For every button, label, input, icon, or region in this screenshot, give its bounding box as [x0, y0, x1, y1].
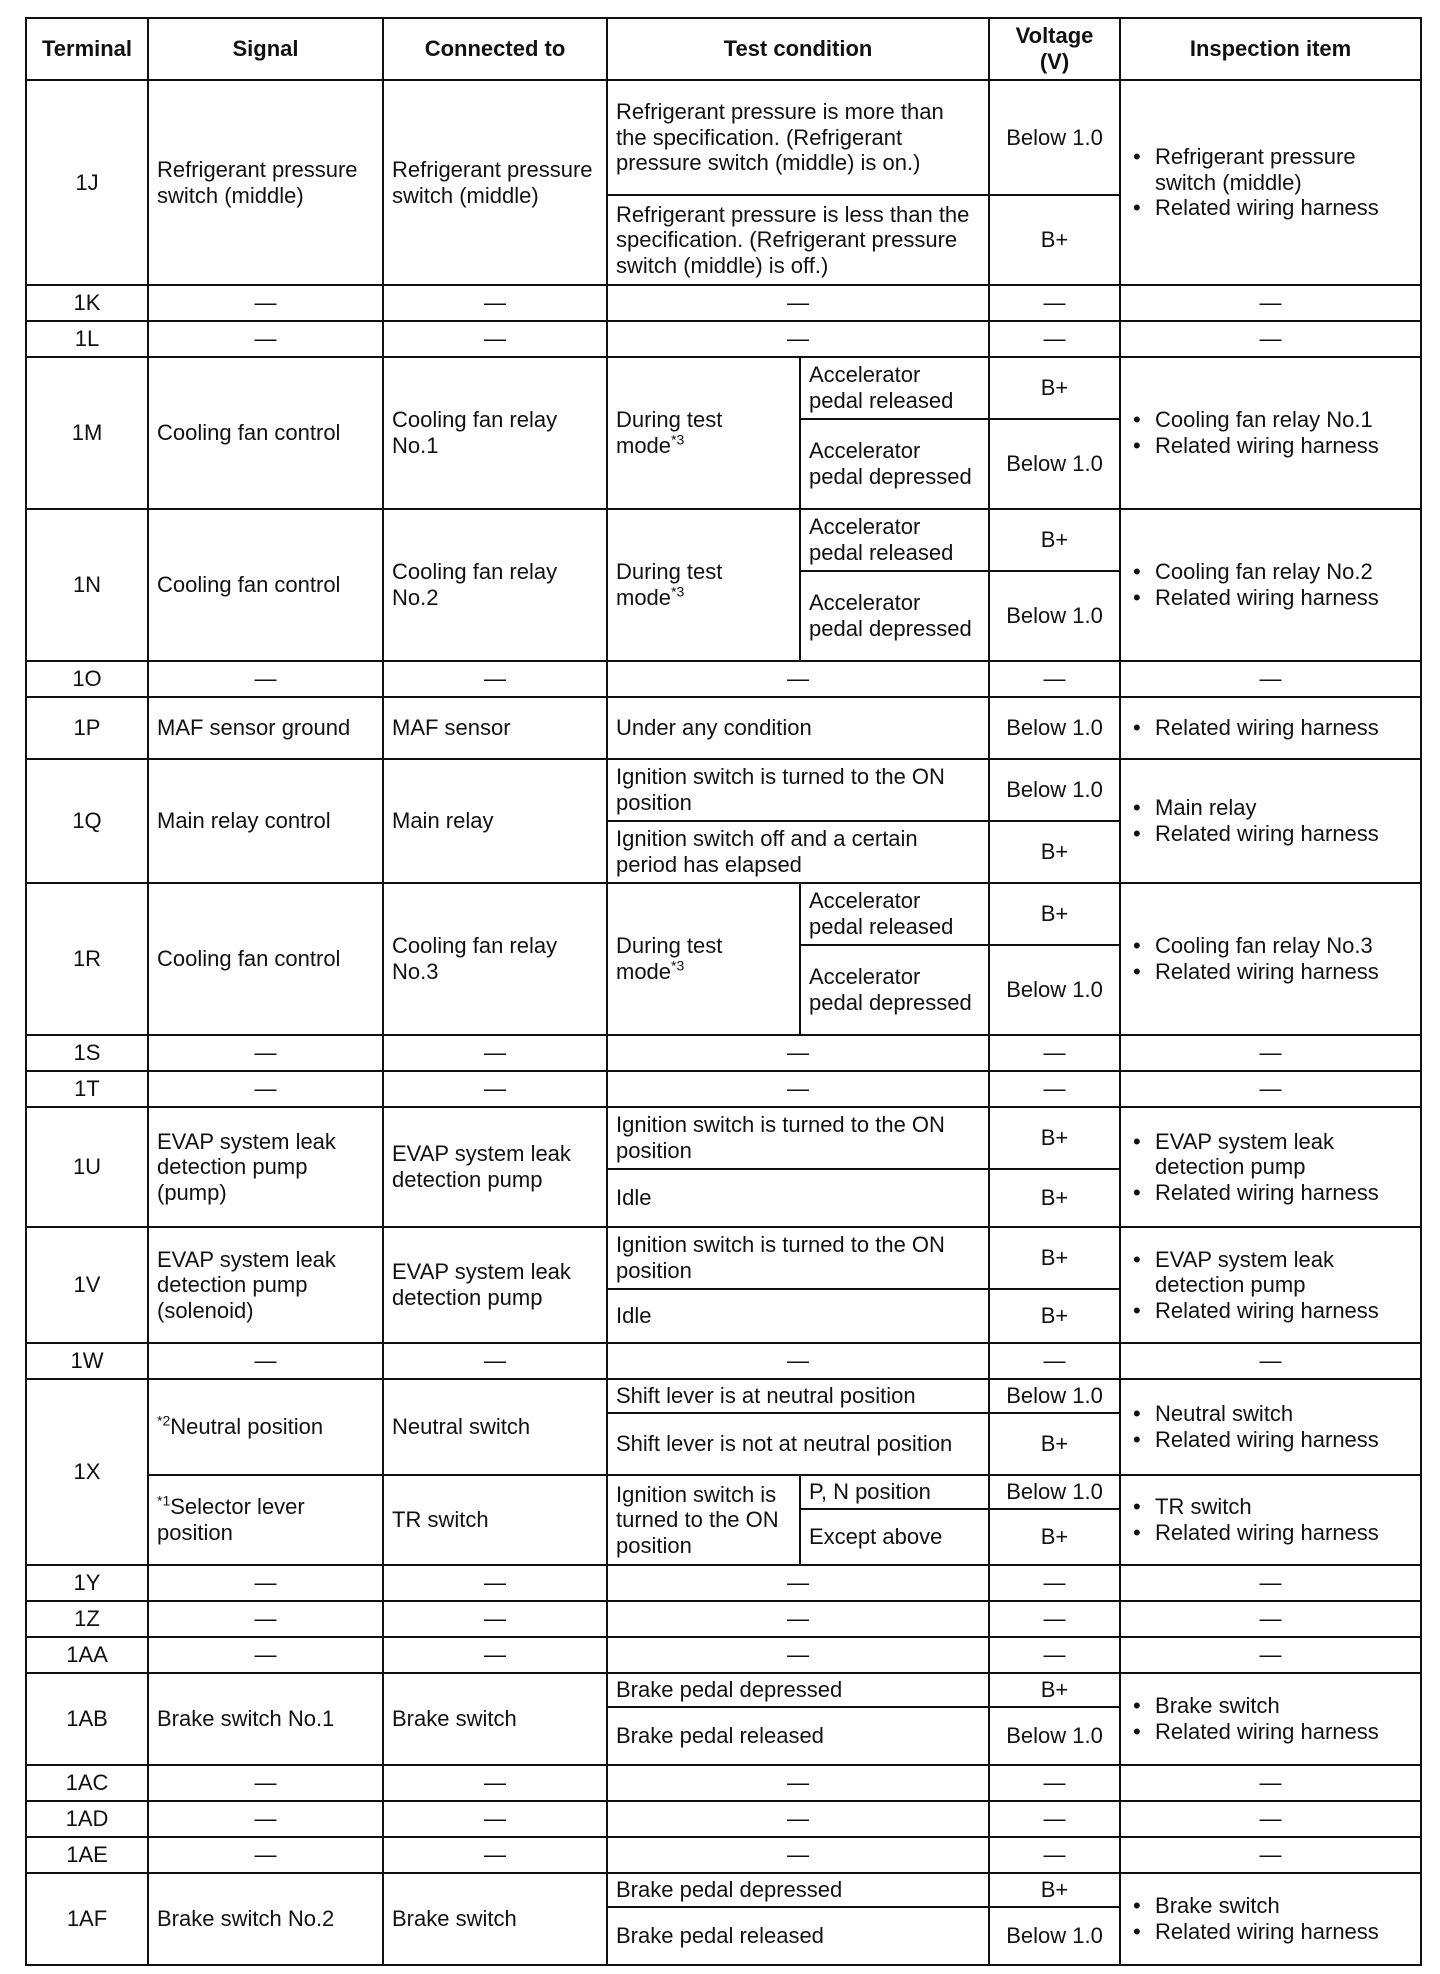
inspection-item: • Related wiring harness: [1155, 1298, 1412, 1324]
condition-cell: Brake pedal released: [607, 1907, 989, 1965]
inspection-item: • EVAP system leak detection pump: [1155, 1247, 1412, 1298]
inspection-cell: [1120, 509, 1421, 661]
signal-cell: —: [148, 661, 383, 697]
voltage-cell: B+: [989, 1227, 1120, 1289]
inspection-cell: [1120, 1673, 1421, 1765]
voltage-cell: B+: [989, 1169, 1120, 1227]
condition-cell: [607, 883, 800, 1035]
condition-cell: Ignition switch is turned to the ON position: [607, 759, 989, 821]
connected-cell: —: [383, 1765, 607, 1801]
inspection-cell: —: [1120, 321, 1421, 357]
inspection-cell: —: [1120, 661, 1421, 697]
terminal-cell: 1AB: [26, 1673, 148, 1765]
voltage-cell: B+: [989, 1673, 1120, 1707]
voltage-cell: —: [989, 1565, 1120, 1601]
condition-cell: —: [607, 1637, 989, 1673]
table-row: [26, 883, 1421, 945]
connected-cell: TR switch: [383, 1475, 607, 1565]
inspection-cell: —: [1120, 1837, 1421, 1873]
sub-condition-cell: Accelerator pedal depressed: [800, 571, 989, 661]
inspection-item: • Related wiring harness: [1155, 1520, 1412, 1546]
connected-cell: —: [383, 1565, 607, 1601]
voltage-cell: —: [989, 1637, 1120, 1673]
signal-cell: Brake switch No.1: [148, 1673, 383, 1765]
voltage-cell: B+: [989, 1413, 1120, 1475]
sub-condition-cell: Accelerator pedal released: [800, 883, 989, 945]
condition-cell: Ignition switch off and a certain period has elapsed: [607, 821, 989, 883]
voltage-cell: B+: [989, 1289, 1120, 1343]
table-row: [26, 1379, 1421, 1413]
table-row: [26, 1343, 1421, 1379]
inspection-item: • Related wiring harness: [1155, 1919, 1412, 1945]
voltage-cell: —: [989, 1765, 1120, 1801]
table-row: [26, 285, 1421, 321]
signal-text: Neutral position: [170, 1414, 324, 1440]
signal-cell: [148, 1475, 383, 1565]
connected-cell: —: [383, 661, 607, 697]
inspection-cell: —: [1120, 1071, 1421, 1107]
inspection-item: • Related wiring harness: [1155, 1719, 1412, 1745]
table-row: [26, 1601, 1421, 1637]
table: [25, 17, 1422, 1966]
condition-cell: Refrigerant pressure is less than the specification. (Refrigerant pressure switch (middle) is off.): [607, 195, 989, 285]
terminal-cell: 1Z: [26, 1601, 148, 1637]
table-row: [26, 1801, 1421, 1837]
inspection-item: • Cooling fan relay No.1: [1155, 407, 1412, 433]
sub-condition-cell: Accelerator pedal released: [800, 509, 989, 571]
inspection-cell: —: [1120, 1801, 1421, 1837]
connected-cell: —: [383, 1035, 607, 1071]
inspection-cell: [1120, 1379, 1421, 1475]
signal-cell: —: [148, 321, 383, 357]
voltage-cell: —: [989, 1071, 1120, 1107]
condition-cell: —: [607, 321, 989, 357]
inspection-item: • Related wiring harness: [1155, 715, 1412, 741]
inspection-item: • Brake switch: [1155, 1693, 1412, 1719]
condition-cell: Under any condition: [607, 697, 989, 759]
voltage-cell: —: [989, 1035, 1120, 1071]
table-row: [26, 661, 1421, 697]
inspection-cell: —: [1120, 1765, 1421, 1801]
signal-cell: Refrigerant pressure switch (middle): [148, 80, 383, 285]
signal-cell: Cooling fan control: [148, 883, 383, 1035]
table-row: [26, 759, 1421, 821]
footnote-marker: *1: [157, 1493, 171, 1510]
table-row: [26, 1673, 1421, 1707]
voltage-cell: —: [989, 1801, 1120, 1837]
signal-cell: —: [148, 1637, 383, 1673]
inspection-cell: —: [1120, 1343, 1421, 1379]
table-row: [26, 1035, 1421, 1071]
inspection-cell: —: [1120, 1601, 1421, 1637]
header-row: [26, 18, 1421, 80]
signal-cell: —: [148, 1801, 383, 1837]
condition-cell: Brake pedal released: [607, 1707, 989, 1765]
condition-text: During test mode: [616, 933, 723, 984]
condition-cell: —: [607, 1601, 989, 1637]
inspection-item: • Related wiring harness: [1155, 1427, 1412, 1453]
signal-cell: —: [148, 1601, 383, 1637]
connected-cell: EVAP system leak detection pump: [383, 1227, 607, 1343]
voltage-cell: B+: [989, 883, 1120, 945]
table-row: [26, 1765, 1421, 1801]
signal-cell: —: [148, 1765, 383, 1801]
connected-cell: —: [383, 321, 607, 357]
condition-cell: Refrigerant pressure is more than the specification. (Refrigerant pressure switch (middle) is on.): [607, 80, 989, 195]
voltage-cell: —: [989, 661, 1120, 697]
inspection-item: • Refrigerant pressure switch (middle): [1155, 144, 1412, 195]
terminal-cell: 1T: [26, 1071, 148, 1107]
table-row: [26, 1837, 1421, 1873]
terminal-voltage-table: [25, 17, 1420, 1957]
condition-cell: —: [607, 1801, 989, 1837]
condition-cell: Ignition switch is turned to the ON position: [607, 1475, 800, 1565]
condition-cell: —: [607, 1565, 989, 1601]
condition-cell: Shift lever is not at neutral position: [607, 1413, 989, 1475]
connected-cell: —: [383, 1801, 607, 1837]
connected-cell: Brake switch: [383, 1673, 607, 1765]
voltage-cell: Below 1.0: [989, 80, 1120, 195]
sub-condition-cell: Accelerator pedal released: [800, 357, 989, 419]
connected-cell: Brake switch: [383, 1873, 607, 1965]
condition-cell: —: [607, 661, 989, 697]
inspection-item: • Related wiring harness: [1155, 433, 1412, 459]
voltage-cell: B+: [989, 1107, 1120, 1169]
terminal-cell: 1S: [26, 1035, 148, 1071]
signal-cell: Cooling fan control: [148, 357, 383, 509]
voltage-cell: Below 1.0: [989, 759, 1120, 821]
condition-cell: Shift lever is at neutral position: [607, 1379, 989, 1413]
voltage-cell: B+: [989, 821, 1120, 883]
inspection-item: • Brake switch: [1155, 1893, 1412, 1919]
condition-text: During test mode: [616, 559, 723, 610]
signal-cell: —: [148, 1035, 383, 1071]
voltage-cell: Below 1.0: [989, 1707, 1120, 1765]
terminal-cell: 1V: [26, 1227, 148, 1343]
connected-cell: Neutral switch: [383, 1379, 607, 1475]
header-connected-to: Connected to: [383, 18, 607, 80]
footnote-marker: *3: [671, 583, 685, 600]
terminal-cell: 1AA: [26, 1637, 148, 1673]
connected-cell: MAF sensor: [383, 697, 607, 759]
connected-cell: —: [383, 1637, 607, 1673]
inspection-cell: [1120, 1107, 1421, 1227]
condition-cell: Idle: [607, 1169, 989, 1227]
table-row: [26, 1071, 1421, 1107]
table-row: [26, 1637, 1421, 1673]
voltage-cell: Below 1.0: [989, 945, 1120, 1035]
table-row: [26, 1107, 1421, 1169]
condition-cell: —: [607, 1035, 989, 1071]
inspection-cell: [1120, 1873, 1421, 1965]
terminal-cell: 1M: [26, 357, 148, 509]
terminal-cell: 1W: [26, 1343, 148, 1379]
connected-cell: Cooling fan relay No.2: [383, 509, 607, 661]
terminal-cell: 1J: [26, 80, 148, 285]
voltage-cell: Below 1.0: [989, 419, 1120, 509]
footnote-marker: *3: [671, 431, 685, 448]
signal-cell: Main relay control: [148, 759, 383, 883]
voltage-cell: B+: [989, 1873, 1120, 1907]
connected-cell: Refrigerant pressure switch (middle): [383, 80, 607, 285]
table-row: [26, 357, 1421, 419]
table-row: [26, 1565, 1421, 1601]
condition-cell: —: [607, 1343, 989, 1379]
signal-cell: Cooling fan control: [148, 509, 383, 661]
terminal-cell: 1Y: [26, 1565, 148, 1601]
condition-cell: Brake pedal depressed: [607, 1873, 989, 1907]
header-terminal: Terminal: [26, 18, 148, 80]
terminal-cell: 1K: [26, 285, 148, 321]
condition-cell: —: [607, 1837, 989, 1873]
inspection-cell: —: [1120, 1565, 1421, 1601]
inspection-item: • Related wiring harness: [1155, 585, 1412, 611]
header-inspection-item: Inspection item: [1120, 18, 1421, 80]
sub-condition-cell: Accelerator pedal depressed: [800, 945, 989, 1035]
connected-cell: Cooling fan relay No.1: [383, 357, 607, 509]
footnote-marker: *3: [671, 957, 685, 974]
table-row: [26, 321, 1421, 357]
signal-cell: Brake switch No.2: [148, 1873, 383, 1965]
condition-cell: Idle: [607, 1289, 989, 1343]
voltage-cell: Below 1.0: [989, 1907, 1120, 1965]
terminal-cell: 1R: [26, 883, 148, 1035]
connected-cell: —: [383, 1601, 607, 1637]
terminal-cell: 1Q: [26, 759, 148, 883]
inspection-cell: [1120, 697, 1421, 759]
signal-cell: —: [148, 1565, 383, 1601]
inspection-cell: [1120, 1227, 1421, 1343]
inspection-item: • EVAP system leak detection pump: [1155, 1129, 1412, 1180]
inspection-item: • Related wiring harness: [1155, 1180, 1412, 1206]
inspection-cell: —: [1120, 1035, 1421, 1071]
voltage-cell: —: [989, 285, 1120, 321]
inspection-item: • Neutral switch: [1155, 1401, 1412, 1427]
voltage-cell: —: [989, 321, 1120, 357]
table-row: [26, 509, 1421, 571]
footnote-marker: *2: [157, 1412, 171, 1429]
voltage-cell: —: [989, 1601, 1120, 1637]
voltage-cell: B+: [989, 509, 1120, 571]
condition-cell: —: [607, 1765, 989, 1801]
inspection-cell: [1120, 759, 1421, 883]
inspection-cell: [1120, 883, 1421, 1035]
connected-cell: Cooling fan relay No.3: [383, 883, 607, 1035]
table-row: [26, 1873, 1421, 1907]
header-voltage: Voltage (V): [989, 18, 1120, 80]
signal-cell: EVAP system leak detection pump (pump): [148, 1107, 383, 1227]
condition-cell: Brake pedal depressed: [607, 1673, 989, 1707]
inspection-item: • Cooling fan relay No.2: [1155, 559, 1412, 585]
terminal-cell: 1AF: [26, 1873, 148, 1965]
connected-cell: —: [383, 285, 607, 321]
signal-cell: [148, 1379, 383, 1475]
table-row: [26, 80, 1421, 195]
terminal-cell: 1P: [26, 697, 148, 759]
terminal-cell: 1O: [26, 661, 148, 697]
condition-cell: Ignition switch is turned to the ON position: [607, 1107, 989, 1169]
voltage-cell: B+: [989, 1509, 1120, 1565]
terminal-cell: 1L: [26, 321, 148, 357]
terminal-cell: 1AC: [26, 1765, 148, 1801]
condition-cell: —: [607, 1071, 989, 1107]
signal-cell: —: [148, 285, 383, 321]
voltage-cell: Below 1.0: [989, 697, 1120, 759]
table-row: [26, 1227, 1421, 1289]
sub-condition-cell: Accelerator pedal depressed: [800, 419, 989, 509]
sub-condition-cell: Except above: [800, 1509, 989, 1565]
inspection-cell: [1120, 80, 1421, 285]
voltage-cell: —: [989, 1343, 1120, 1379]
inspection-item: • TR switch: [1155, 1494, 1412, 1520]
connected-cell: EVAP system leak detection pump: [383, 1107, 607, 1227]
inspection-cell: —: [1120, 285, 1421, 321]
inspection-cell: [1120, 1475, 1421, 1565]
inspection-item: • Related wiring harness: [1155, 821, 1412, 847]
inspection-item: • Related wiring harness: [1155, 195, 1412, 221]
connected-cell: —: [383, 1071, 607, 1107]
inspection-cell: —: [1120, 1637, 1421, 1673]
signal-cell: —: [148, 1837, 383, 1873]
header-test-condition: Test condition: [607, 18, 989, 80]
signal-cell: —: [148, 1343, 383, 1379]
header-signal: Signal: [148, 18, 383, 80]
voltage-cell: Below 1.0: [989, 1475, 1120, 1509]
signal-text: Selector lever position: [157, 1494, 305, 1545]
voltage-cell: Below 1.0: [989, 571, 1120, 661]
signal-cell: MAF sensor ground: [148, 697, 383, 759]
inspection-item: • Cooling fan relay No.3: [1155, 933, 1412, 959]
voltage-cell: B+: [989, 195, 1120, 285]
signal-cell: EVAP system leak detection pump (solenoid): [148, 1227, 383, 1343]
condition-cell: [607, 357, 800, 509]
condition-cell: [607, 509, 800, 661]
inspection-cell: [1120, 357, 1421, 509]
sub-condition-cell: P, N position: [800, 1475, 989, 1509]
inspection-item: • Related wiring harness: [1155, 959, 1412, 985]
voltage-cell: Below 1.0: [989, 1379, 1120, 1413]
table-row: [26, 697, 1421, 759]
table-row: [26, 1475, 1421, 1509]
signal-cell: —: [148, 1071, 383, 1107]
terminal-cell: 1N: [26, 509, 148, 661]
terminal-cell: 1U: [26, 1107, 148, 1227]
condition-cell: Ignition switch is turned to the ON position: [607, 1227, 989, 1289]
terminal-cell: 1X: [26, 1379, 148, 1565]
inspection-item: • Main relay: [1155, 795, 1412, 821]
connected-cell: —: [383, 1837, 607, 1873]
connected-cell: Main relay: [383, 759, 607, 883]
voltage-cell: —: [989, 1837, 1120, 1873]
condition-text: During test mode: [616, 407, 723, 458]
voltage-cell: B+: [989, 357, 1120, 419]
terminal-cell: 1AE: [26, 1837, 148, 1873]
terminal-cell: 1AD: [26, 1801, 148, 1837]
condition-cell: —: [607, 285, 989, 321]
connected-cell: —: [383, 1343, 607, 1379]
